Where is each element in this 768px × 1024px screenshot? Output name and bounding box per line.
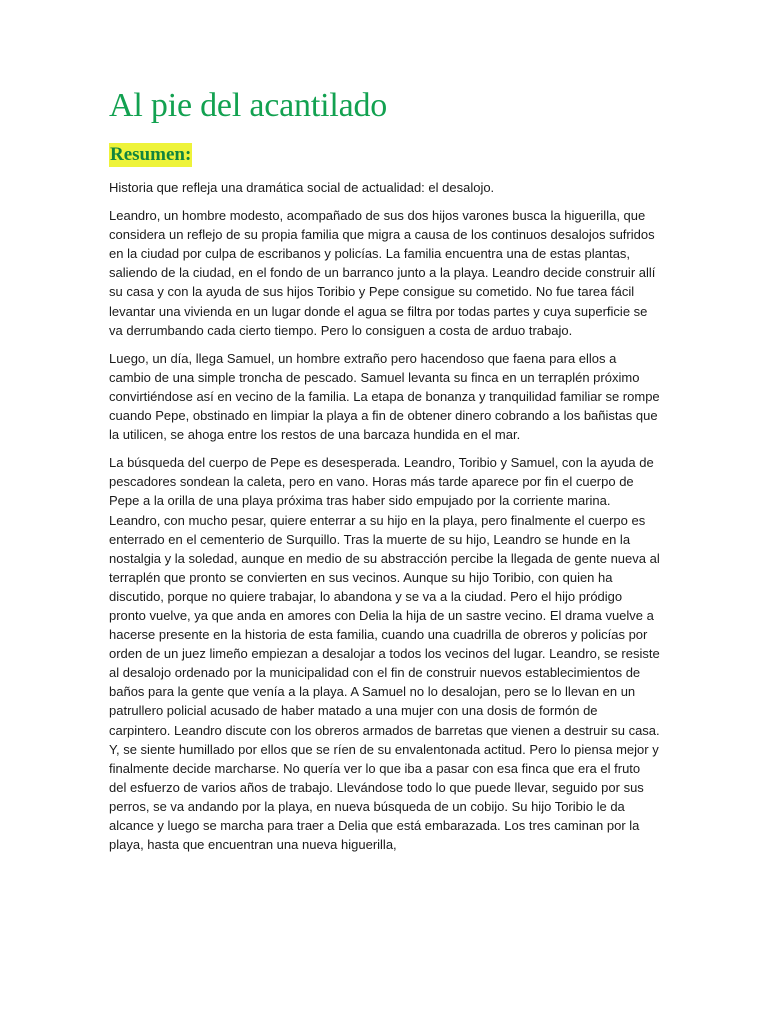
summary-heading: Resumen:: [110, 144, 192, 165]
subheading-row: [109, 143, 660, 167]
paragraph-samuel: Luego, un día, llega Samuel, un hombre extraño pero hacendoso que faena para ellos a cambio de una simple troncha de pescado. Samuel levanta su finca en un terraplén próximo convirtiéndose así en vecino de la familia. La etapa de bonanza y tranquilidad familiar se rompe cuando Pepe, obstinado en limpiar la playa a fin de obtener dinero cobrando a los bañistas que la utilicen, se ahoga entre los restos de una barcaza hundida en el mar.: [109, 350, 660, 443]
paragraph-search: La búsqueda del cuerpo de Pepe es desesperada. Leandro, Toribio y Samuel, con la ayuda de pescadores sondean la caleta, pero en vano. Horas más tarde aparece por fin el cuerpo de Pepe a la orilla de una playa próxima tras haber sido empujado por la corriente marina. Leandro, con mucho pesar, quiere enterrar a su hijo en la playa, pero finalmente el cuerpo es enterrado en el cementerio de Surquillo. Tras la muerte de su hijo, Leandro se hunde en la nostalgia y la soledad, aunque en medio de su abstracción percibe la llegada de gente nueva al terraplén que pronto se convierten en sus vecinos. Aunque su hijo Toribio, con quien ha discutido, porque no quiere trabajar, lo abandona y se va a la ciudad. Pero el hijo pródigo pronto vuelve, ya que anda en amores con Delia la hija de un sastre vecino. El drama vuelve a hacerse presente en la historia de esta familia, cuando una cuadrilla de obreros y policías por orden de un juez limeño empiezan a desalojar a todos los vecinos del lugar. Leandro, se resiste al desalojo ordenado por la municipalidad con el fin de construir nuevos establecimientos de baños para la gente que venía a la playa. A Samuel no lo desalojan, pero se lo llevan en un patrullero policial acusado de haber matado a una mujer con una dosis de formón de carpintero. Leandro discute con los obreros armados de barretas que vienen a destruir su casa. Y, se siente humillado por ellos que se ríen de su envalentonada actitud. Pero lo piensa mejor y finalmente decide marcharse. No quería ver lo que iba a pasar con esa finca que era el fruto del esfuerzo de varios años de trabajo. Llevándose todo lo que puede llevar, seguido por sus perros, se va andando por la playa, en nueva búsqueda de un cobijo. Su hijo Toribio le da alcance y luego se marcha para traer a Delia que está embarazada. Los tres caminan por la playa, hasta que encuentran una nueva higuerilla,: [109, 455, 660, 853]
paragraph-intro: Historia que refleja una dramática social de actualidad: el desalojo.: [109, 180, 495, 195]
document-title: Al pie del acantilado: [109, 87, 388, 124]
paragraph-leandro: Leandro, un hombre modesto, acompañado de sus dos hijos varones busca la higuerilla, que considera un reflejo de su propia familia que migra a causa de los continuos desalojos sufridos en la ciudad por culpa de escribanos y policías. La familia encuentra una de estas plantas, saliendo de la ciudad, en el fondo de un barranco junto a la playa. Leandro decide construir allí su casa y con la ayuda de sus hijos Toribio y Pepe consigue su cometido. No fue tarea fácil levantar una vivienda en un lugar donde el agua se filtra por todas partes y cuya superficie se va derrumbando cada cierto tiempo. Pero lo consiguen a costa de arduo trabajo.: [109, 208, 656, 338]
